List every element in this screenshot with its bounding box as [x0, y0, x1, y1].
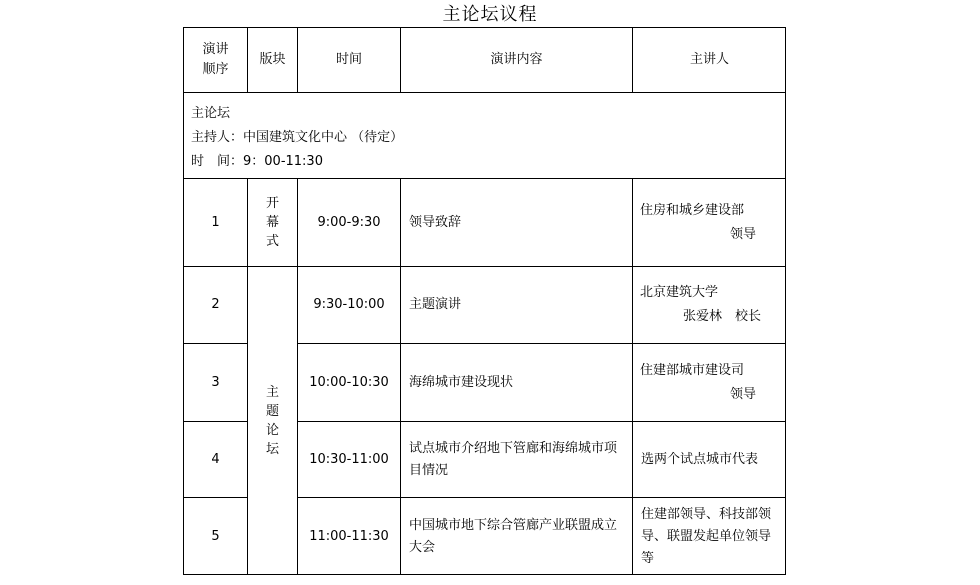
forum-host: 主持人：中国建筑文化中心 （待定） [191, 130, 404, 145]
forum-time: 时 间：9：00-11:30 [191, 154, 323, 169]
section-opening [247, 178, 297, 266]
row-2-speaker [632, 266, 786, 343]
row-3-content: 海绵城市建设现状 [400, 343, 632, 421]
row-5-speaker: 住建部领导、科技部领导、联盟发起单位领导等 [632, 497, 786, 575]
header-content: 演讲内容 [400, 27, 632, 92]
row-1-time: 9:00-9:30 [297, 178, 400, 266]
row-3-speaker-org: 住建部城市建设司 [640, 362, 745, 378]
row-2-speaker-org: 北京建筑大学 [640, 285, 719, 300]
row-5-no: 5 [183, 497, 247, 575]
row-4-time: 10:30-11:00 [297, 421, 400, 497]
row-3-speaker [632, 343, 786, 421]
page-title: 主论坛议程 [442, 4, 538, 25]
table-border-bottom [183, 574, 786, 575]
row-2-no: 2 [183, 266, 247, 343]
row-5-content: 中国城市地下综合管廊产业联盟成立大会 [400, 497, 632, 575]
row-4-speaker: 选两个试点城市代表 [632, 421, 786, 497]
header-speaker: 主讲人 [632, 27, 786, 92]
row-1-no: 1 [183, 178, 247, 266]
section-forum-label: 主题论坛 [265, 385, 279, 457]
forum-name: 主论坛 [191, 106, 231, 121]
row-1-speaker-org: 住房和城乡建设部 [640, 202, 745, 218]
forum-info [183, 92, 786, 178]
row-4-content: 试点城市介绍地下管廊和海绵城市项目情况 [400, 421, 632, 497]
row-1-speaker [632, 178, 786, 266]
header-order [183, 27, 247, 92]
row-2-content: 主题演讲 [400, 266, 632, 343]
header-section: 版块 [247, 27, 297, 92]
row-4-no: 4 [183, 421, 247, 497]
header-order-label: 演讲顺序 [202, 42, 229, 77]
row-5-time: 11:00-11:30 [297, 497, 400, 575]
row-3-time: 10:00-10:30 [297, 343, 400, 421]
row-3-no: 3 [183, 343, 247, 421]
agenda-table [183, 27, 786, 575]
row-2-speaker-role: 张爱林 校长 [683, 309, 762, 324]
table-border-right [785, 27, 786, 575]
row-2-time: 9:30-10:00 [297, 266, 400, 343]
header-time: 时间 [297, 27, 400, 92]
section-opening-label: 开幕式 [265, 196, 279, 249]
row-1-content: 领导致辞 [400, 178, 632, 266]
row-3-speaker-role: 领导 [730, 386, 757, 402]
row-1-speaker-role: 领导 [730, 226, 757, 242]
section-forum [247, 266, 297, 575]
